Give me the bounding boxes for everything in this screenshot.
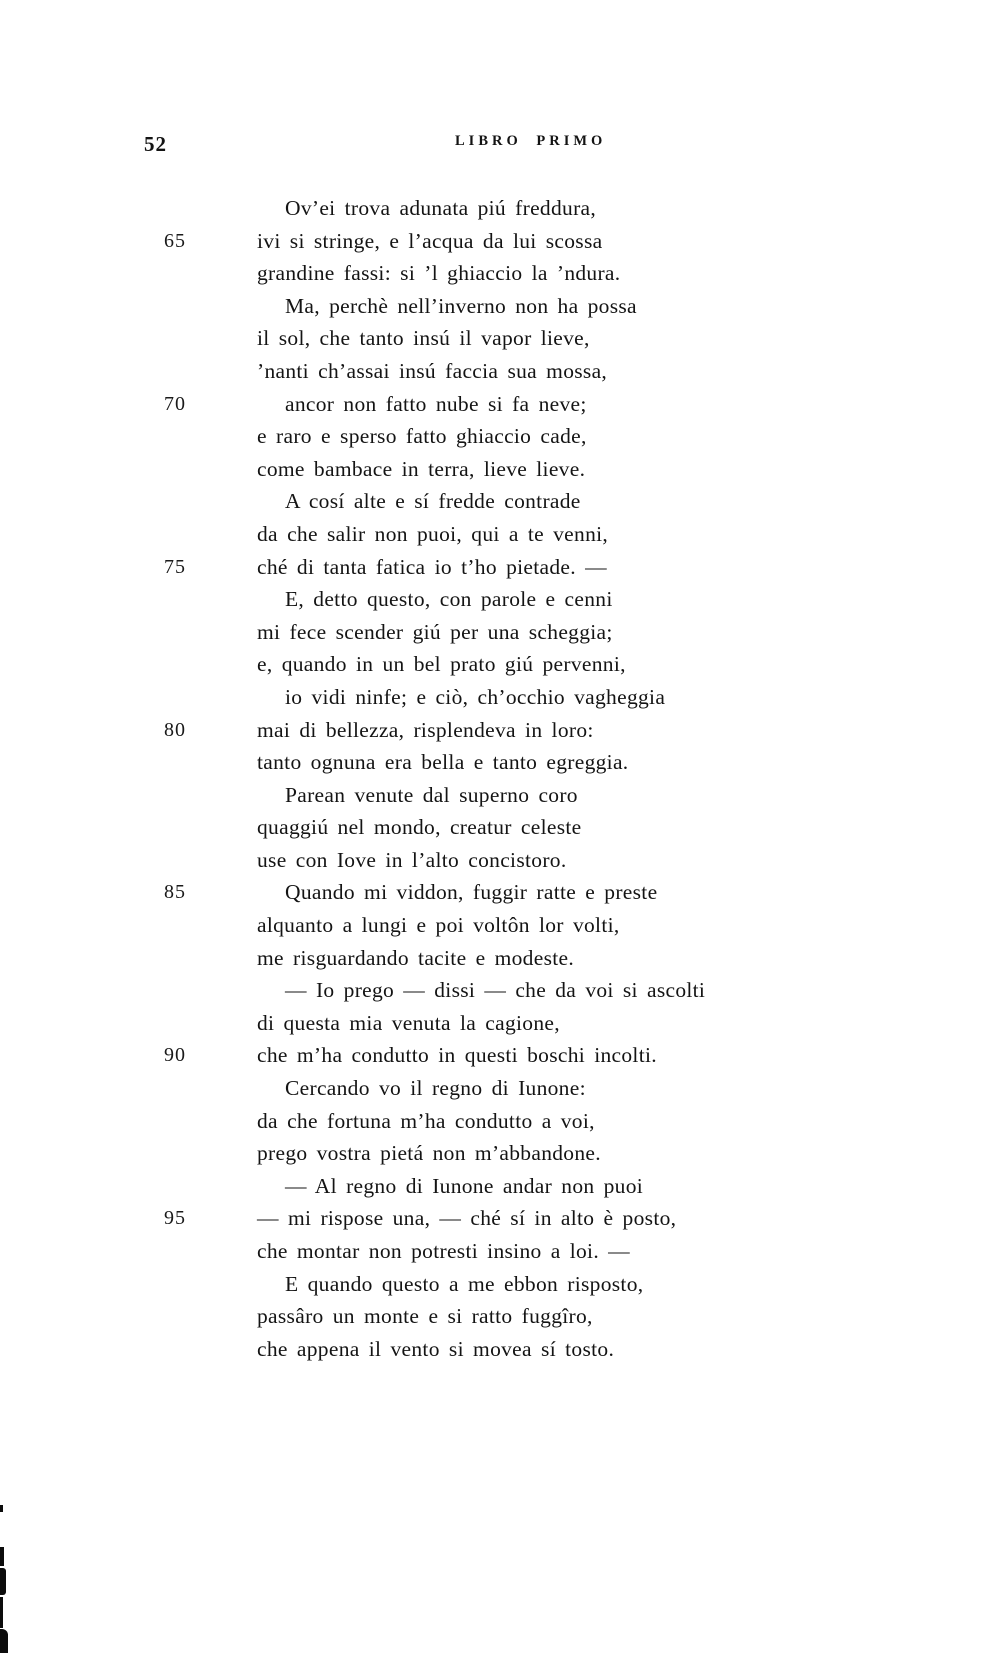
- poem-line: [0, 1202, 995, 1235]
- line-text: Quando mi viddon, fuggir ratte e preste: [285, 880, 658, 905]
- line-text: ancor non fatto nube si fa neve;: [285, 391, 587, 416]
- poem-line: [0, 355, 995, 388]
- poem-line: [0, 583, 995, 616]
- poem-line: [0, 1072, 995, 1105]
- poem-line: [0, 225, 995, 258]
- line-text: — Io prego — dissi — che da voi si ascolti: [285, 978, 706, 1003]
- poem-line: [0, 779, 995, 812]
- poem-line: [0, 322, 995, 355]
- line-text: ’nanti ch’assai insú faccia sua mossa,: [257, 358, 608, 383]
- line-text: da che fortuna m’ha condutto a voi,: [257, 1108, 595, 1133]
- line-text: E, detto questo, con parole e cenni: [285, 587, 613, 612]
- line-number: 65: [164, 229, 186, 252]
- poem-line: [0, 648, 995, 681]
- poem-line: [0, 1268, 995, 1301]
- poem-line: [0, 909, 995, 942]
- poem-line: [0, 1333, 995, 1366]
- scan-artifact: [0, 1629, 8, 1653]
- line-text: il sol, che tanto insú il vapor lieve,: [257, 326, 590, 351]
- poem-line: [0, 551, 995, 584]
- line-text: grandine fassi: si ’l ghiaccio la ’ndura.: [257, 261, 621, 286]
- line-number: 75: [164, 555, 186, 578]
- line-number: 85: [164, 881, 186, 904]
- scan-artifact: [0, 1547, 4, 1566]
- poem-line: [0, 811, 995, 844]
- line-text: — Al regno di Iunone andar non puoi: [285, 1173, 644, 1198]
- poem-line: [0, 681, 995, 714]
- poem-line: [0, 746, 995, 779]
- line-text: passâro un monte e si ratto fuggîro,: [257, 1304, 593, 1329]
- poem-line: [0, 420, 995, 453]
- line-text: prego vostra pietá non m’abbandone.: [257, 1141, 601, 1166]
- line-number: 95: [164, 1207, 186, 1230]
- line-text: Cercando vo il regno di Iunone:: [285, 1076, 586, 1101]
- line-text: Ov’ei trova adunata piú freddura,: [285, 196, 597, 220]
- poem-line: [0, 974, 995, 1007]
- line-text: me risguardando tacite e modeste.: [257, 945, 575, 970]
- poem-line: [0, 844, 995, 877]
- line-text: che m’ha condutto in questi boschi incolti.: [257, 1043, 657, 1068]
- poem-line: [0, 876, 995, 909]
- line-text: — mi rispose una, — ché sí in alto è posto,: [257, 1206, 677, 1231]
- line-text: e raro e sperso fatto ghiaccio cade,: [257, 424, 587, 449]
- line-text: Ma, perchè nell’inverno non ha possa: [285, 293, 637, 318]
- poem-line: [0, 1235, 995, 1268]
- line-text: use con Iove in l’alto concistoro.: [257, 847, 567, 872]
- line-text: che appena il vento si movea sí tosto.: [257, 1336, 615, 1361]
- line-number: 90: [164, 1044, 186, 1067]
- poem-line: [0, 290, 995, 323]
- line-text: di questa mia venuta la cagione,: [257, 1010, 560, 1035]
- line-text: io vidi ninfe; e ciò, ch’occhio vagheggia: [285, 684, 666, 709]
- scan-artifact: [0, 1568, 6, 1595]
- poem-line: [0, 1137, 995, 1170]
- poem-line: [0, 485, 995, 518]
- poem-line: [0, 453, 995, 486]
- poem-line: [0, 942, 995, 975]
- line-text: A cosí alte e sí fredde contrade: [285, 489, 581, 514]
- line-text: tanto ognuna era bella e tanto egreggia.: [257, 750, 629, 775]
- line-number: 70: [164, 392, 186, 415]
- line-text: ivi si stringe, e l’acqua da lui scossa: [257, 228, 603, 253]
- line-text: come bambace in terra, lieve lieve.: [257, 456, 586, 481]
- poem-line: [0, 616, 995, 649]
- page-number: 52: [144, 132, 167, 156]
- line-text: ché di tanta fatica io t’ho pietade. —: [257, 554, 607, 579]
- poem-line: [0, 1105, 995, 1138]
- poem-line: [0, 1300, 995, 1333]
- poem-line: [0, 388, 995, 421]
- scan-artifact: [0, 1505, 3, 1512]
- poem-line: [0, 518, 995, 551]
- line-text: e, quando in un bel prato giú pervenni,: [257, 652, 626, 677]
- poem-line: [0, 257, 995, 290]
- poem-line: [0, 192, 995, 225]
- line-text: mi fece scender giú per una scheggia;: [257, 619, 613, 644]
- line-text: quaggiú nel mondo, creatur celeste: [257, 815, 582, 840]
- running-title: LIBRO PRIMO: [455, 133, 607, 149]
- poem-line: [0, 1170, 995, 1203]
- line-text: E quando questo a me ebbon risposto,: [285, 1271, 644, 1296]
- line-text: alquanto a lungi e poi voltôn lor volti,: [257, 913, 620, 938]
- line-number: 80: [164, 718, 186, 741]
- poem: [0, 192, 995, 1365]
- scan-artifact: [0, 1597, 3, 1628]
- line-text: Parean venute dal superno coro: [285, 782, 578, 807]
- poem-line: [0, 1007, 995, 1040]
- poem-line: [0, 714, 995, 747]
- line-text: da che salir non puoi, qui a te venni,: [257, 521, 609, 546]
- line-text: mai di bellezza, risplendeva in loro:: [257, 717, 594, 742]
- line-text: che montar non potresti insino a loi. —: [257, 1239, 630, 1263]
- poem-line: [0, 1039, 995, 1072]
